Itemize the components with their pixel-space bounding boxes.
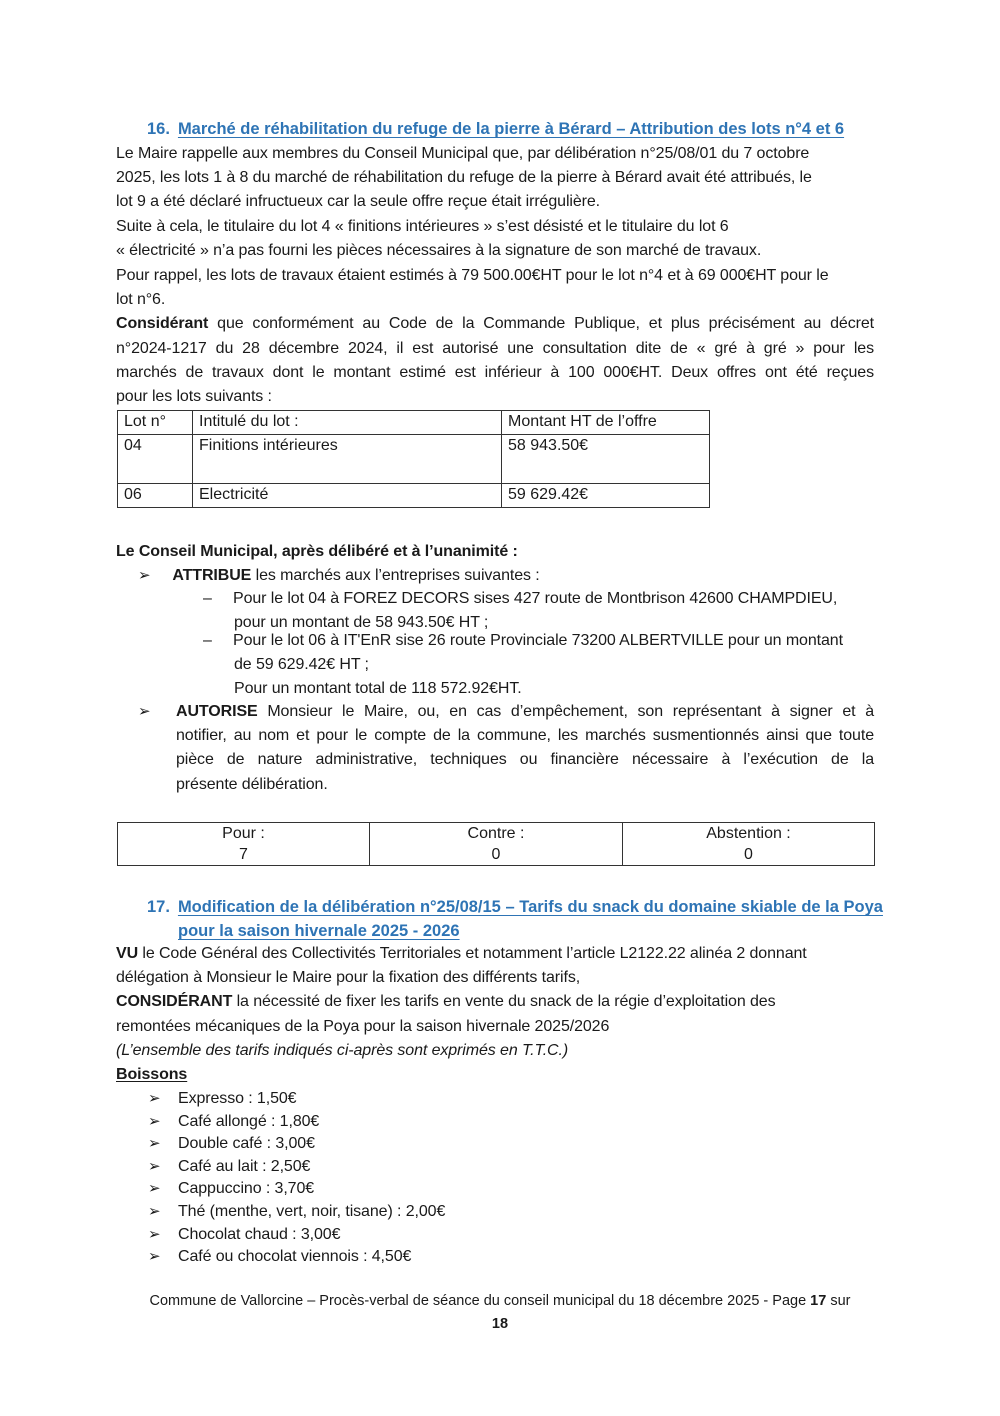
page-total: 18 bbox=[491, 1316, 509, 1332]
list-item: ➢ Thé (menthe, vert, noir, tisane) : 2,00€ bbox=[148, 1201, 445, 1224]
list-item: ➢ Expresso : 1,50€ bbox=[148, 1088, 445, 1111]
ttc-note: (L’ensemble des tarifs indiqués ci-après sont exprimés en T.T.C.) bbox=[116, 1042, 569, 1059]
paragraph-line: lot 9 a été déclaré infructueux car la seule offre reçue était irrégulière. bbox=[116, 193, 601, 210]
attribue-item-1: – Pour le lot 04 à FOREZ DECORS sises 427 route de Montbrison 42600 CHAMPDIEU, bbox=[203, 587, 837, 611]
paragraph-line: Suite à cela, le titulaire du lot 4 « finitions intérieures » s’est désisté et le titulaire du lot 6 bbox=[116, 218, 729, 235]
arrowhead-bullet-icon: ➢ bbox=[148, 1135, 161, 1153]
paragraph-line: pièce de nature administrative, techniques ou financière nécessaire à l’exécution de la bbox=[176, 751, 874, 768]
autorise-label: AUTORISE bbox=[176, 703, 258, 720]
table-row bbox=[118, 435, 710, 484]
vote-value: 0 bbox=[491, 846, 501, 863]
paragraph-line: pour un montant de 58 943.50€ HT ; bbox=[234, 614, 489, 631]
vu-label: VU bbox=[116, 945, 139, 962]
section-16-heading bbox=[147, 117, 844, 141]
attribue-line: ➢ ATTRIBUE les marchés aux l’entreprises suivantes : bbox=[138, 564, 540, 588]
page-number: 17 bbox=[810, 1293, 827, 1309]
table-header-row bbox=[118, 411, 710, 435]
vote-contre bbox=[370, 823, 623, 866]
vote-value: 7 bbox=[239, 846, 248, 863]
vote-value: 0 bbox=[744, 846, 753, 863]
votes-table bbox=[117, 822, 875, 866]
lots-table bbox=[117, 410, 710, 508]
table-cell: 58 943.50€ bbox=[502, 435, 710, 484]
table-cell: 04 bbox=[118, 435, 193, 484]
boissons-heading: Boissons bbox=[116, 1066, 188, 1083]
paragraph-line: remontées mécaniques de la Poya pour la saison hivernale 2025/2026 bbox=[116, 1018, 610, 1035]
dash-bullet: – bbox=[203, 632, 212, 649]
decision-heading: Le Conseil Municipal, après délibéré et à l’unanimité : bbox=[116, 543, 518, 560]
list-item: ➢ Cappuccino : 3,70€ bbox=[148, 1178, 445, 1201]
vote-label: Abstention : bbox=[706, 825, 791, 842]
arrowhead-bullet-icon: ➢ bbox=[148, 1248, 161, 1266]
section-title: Modification de la délibération n°25/08/15 – Tarifs du snack du domaine skiable de la Poya bbox=[177, 898, 883, 916]
list-item: ➢ Chocolat chaud : 3,00€ bbox=[148, 1224, 445, 1247]
page-footer: Commune de Vallorcine – Procès-verbal de séance du conseil municipal du 18 décembre 2025 - Page 17 sur bbox=[149, 1293, 851, 1309]
arrowhead-bullet-icon: ➢ bbox=[148, 1090, 161, 1107]
paragraph-line: lot n°6. bbox=[116, 291, 166, 308]
vote-label: Pour : bbox=[222, 825, 265, 842]
dash-bullet: – bbox=[203, 590, 212, 607]
considerant-line: CONSIDÉRANT la nécessité de fixer les tarifs en vente du snack de la régie d’exploitation des bbox=[116, 993, 776, 1010]
paragraph-line: n°2024-1217 du 28 décembre 2024, il est autorisé une consultation dite de « gré à gré » pour les bbox=[116, 340, 874, 357]
paragraph-line: « électricité » n’a pas fourni les pièces nécessaires à la signature de son marché de travaux. bbox=[116, 242, 762, 259]
table-cell: Electricité bbox=[193, 484, 502, 508]
autorise-line: ➢ AUTORISE Monsieur le Maire, ou, en cas d’empêchement, son représentant à signer et à bbox=[138, 700, 874, 724]
list-item: ➢ Café allongé : 1,80€ bbox=[148, 1111, 445, 1134]
vote-label: Contre : bbox=[467, 825, 525, 842]
paragraph-line: Le Maire rappelle aux membres du Conseil Municipal que, par délibération n°25/08/01 du 7 octobre bbox=[116, 145, 810, 162]
considerant-label: Considérant bbox=[116, 315, 209, 332]
table-cell: Finitions intérieures bbox=[193, 435, 502, 484]
arrowhead-bullet-icon: ➢ bbox=[148, 1112, 161, 1130]
vote-abstention bbox=[623, 823, 875, 866]
section-number: 16. bbox=[147, 120, 170, 138]
paragraph-line: pour les lots suivants : bbox=[116, 388, 272, 405]
arrowhead-bullet-icon: ➢ bbox=[138, 703, 151, 720]
table-row bbox=[118, 484, 710, 508]
vote-pour bbox=[118, 823, 370, 866]
boissons-list bbox=[148, 1088, 445, 1269]
attribue-label: ATTRIBUE bbox=[172, 567, 252, 584]
section-17-heading bbox=[147, 895, 883, 919]
list-item: ➢ Double café : 3,00€ bbox=[148, 1133, 445, 1156]
arrowhead-bullet-icon: ➢ bbox=[148, 1157, 161, 1175]
paragraph-line: 2025, les lots 1 à 8 du marché de réhabilitation du refuge de la pierre à Bérard avait été attribués, le bbox=[116, 169, 812, 186]
considerant-label: CONSIDÉRANT bbox=[116, 993, 233, 1010]
paragraph-line: marchés de travaux dont le montant estimé est inférieur à 100 000€HT. Deux offres ont été reçues bbox=[116, 364, 874, 381]
section-title: Marché de réhabilitation du refuge de la pierre à Bérard – Attribution des lots n°4 et 6 bbox=[177, 120, 845, 138]
section-17-heading-cont bbox=[178, 919, 460, 943]
list-item: ➢ Café ou chocolat viennois : 4,50€ bbox=[148, 1246, 445, 1269]
total-line: Pour un montant total de 118 572.92€HT. bbox=[234, 680, 522, 697]
header-cell: Intitulé du lot : bbox=[193, 411, 502, 435]
section-title: pour la saison hivernale 2025 - 2026 bbox=[178, 922, 460, 940]
paragraph-line: délégation à Monsieur le Maire pour la fixation des différents tarifs, bbox=[116, 969, 581, 986]
arrowhead-bullet-icon: ➢ bbox=[148, 1180, 161, 1198]
table-cell: 06 bbox=[118, 484, 193, 508]
arrowhead-bullet-icon: ➢ bbox=[148, 1225, 161, 1243]
attribue-item-2: – Pour le lot 06 à IT'EnR sise 26 route Provinciale 73200 ALBERTVILLE pour un montant bbox=[203, 629, 843, 653]
vu-line: VU le Code Général des Collectivités Territoriales et notamment l’article L2122.22 alinéa 2 donnant bbox=[116, 945, 807, 962]
list-item: ➢ Café au lait : 2,50€ bbox=[148, 1156, 445, 1179]
header-cell: Montant HT de l’offre bbox=[502, 411, 710, 435]
considerant-line: Considérant que conformément au Code de la Commande Publique, et plus précisément au décret bbox=[116, 315, 874, 332]
paragraph-line: notifier, au nom et pour le compte de la commune, les marchés susmentionnés ainsi que toute bbox=[176, 727, 874, 744]
paragraph-line: de 59 629.42€ HT ; bbox=[234, 656, 369, 673]
paragraph-line: Pour rappel, les lots de travaux étaient estimés à 79 500.00€HT pour le lot n°4 et à 69 000€HT pour le bbox=[116, 267, 829, 284]
arrowhead-bullet-icon: ➢ bbox=[138, 567, 151, 584]
paragraph-line: présente délibération. bbox=[176, 776, 328, 793]
table-cell: 59 629.42€ bbox=[502, 484, 710, 508]
arrowhead-bullet-icon: ➢ bbox=[148, 1202, 161, 1220]
section-number: 17. bbox=[147, 898, 170, 916]
header-cell: Lot n° bbox=[118, 411, 193, 435]
